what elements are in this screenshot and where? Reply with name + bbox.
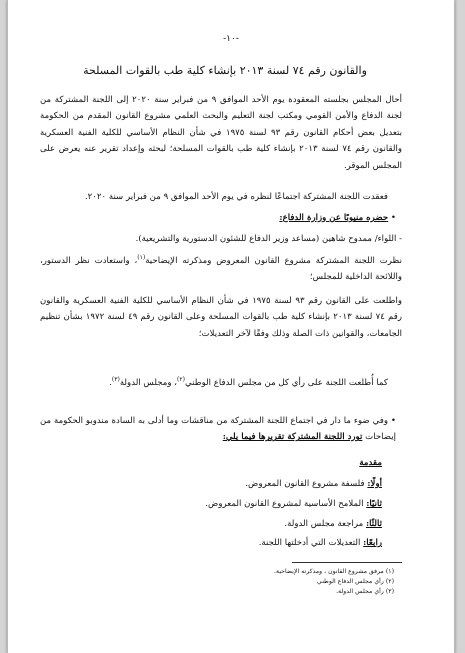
footnote-ref-3: (٣) bbox=[111, 376, 120, 383]
list-item bbox=[245, 479, 382, 489]
document-page bbox=[7, 0, 455, 653]
attendee-text: - اللواء/ ممدوح شاهين (مساعد وزير الدفاع للشئون الدستورية والتشريعية). bbox=[135, 234, 402, 244]
list-text: فلسفة مشروع القانون المعروض. bbox=[245, 479, 368, 489]
bullet-attendance bbox=[40, 210, 396, 226]
opinions-text-cont: ، ومجلس الدولة bbox=[119, 377, 178, 388]
footnote: (٣) رأي مجلس الدولة. bbox=[336, 588, 394, 595]
list-label: ثانيًا: bbox=[366, 499, 382, 509]
footnote: (٢) رأي مجلس الدفاع الوطني bbox=[317, 578, 394, 585]
paragraph-discussion bbox=[40, 413, 396, 446]
bullet-marker-2: • bbox=[388, 416, 396, 426]
paragraph-referral-text: أحال المجلس بجلسته المعقودة يوم الأحد الموافق ٩ من فبراير سنة ٢٠٢٠ إلى اللجنة المشتركة من لجنة الدفاع والأمن القومي ومكتب لجنة التعليم والبحث العلمي مشروع القانون المقدم من الحكومة بتعديل بعض أحكام القانون رقم ٩٣ لسنة ١٩٧٥ في شأن النظام الأساسي للكلية الفنية العسكرية والقانون رقم ٧٤ لسنة ٢٠١٣ بإنشاء كلية طب بالقوات المسلحة؛ لبحثه وإعداد تقرير عنه يعرض على المجلس الموقر. bbox=[40, 95, 403, 171]
attendee-line bbox=[40, 231, 402, 247]
page-number: -١٠- bbox=[223, 34, 239, 44]
paragraph-referral bbox=[40, 92, 402, 174]
list-text: مراجعة مجلس الدولة. bbox=[284, 519, 366, 529]
paragraph-review bbox=[40, 250, 402, 286]
footnote-separator bbox=[292, 562, 402, 563]
document-title: والقانون رقم ٧٤ لسنة ٢٠١٣ بإنشاء كلية طب بالقوات المسلحة bbox=[83, 64, 367, 77]
list-text: التعديلات التي أدخلتها اللجنة. bbox=[258, 538, 364, 548]
paragraph-review-text-cont: ، واستعادت نظر الدستور، واللائحة الداخلية للمجلس؛ bbox=[40, 255, 402, 283]
attendance-heading: حضره منيوبًا عن وزارة الدفاع: bbox=[279, 213, 389, 223]
footnote-ref-1: (١) bbox=[137, 254, 146, 261]
paragraph-laws-text: واطلعت على القانون رقم ٩٣ لسنة ١٩٧٥ في شأن النظام الأساسي للكلية الفنية العسكرية والقانون رقم ٧٤ لسنة ٢٠١٣ بإنشاء كلية طب بالقوات المسلحة وعلى القانون رقم ٤٩ لسنة ١٩٧٢ بشأن تنظيم الجامعات، والقوانين ذات الصلة وذلك وفقًا لآخر التعديلات؛ bbox=[40, 296, 402, 339]
paragraph-meeting bbox=[40, 189, 388, 205]
discussion-report-phrase: تورد اللجنة المشتركة تقريرها فيما يلي: bbox=[222, 432, 363, 443]
paragraph-laws bbox=[40, 293, 402, 342]
list-item bbox=[205, 499, 382, 509]
list-text: الملامح الأساسية لمشروع القانون المعروض. bbox=[205, 499, 367, 509]
list-item bbox=[284, 519, 382, 529]
intro-heading: مقدمة bbox=[359, 458, 382, 468]
list-label: رابعًا: bbox=[363, 538, 382, 548]
paragraph-review-text: نظرت اللجنة المشتركة مشروع القانون المعروض ومذكرته الإيضاحية bbox=[145, 255, 402, 266]
paragraph-opinions bbox=[40, 372, 388, 391]
bullet-marker: • bbox=[388, 213, 396, 223]
footnote: (١) مرفق مشروع القانون ، ومذكرته الإيضاحية. bbox=[274, 568, 394, 575]
paragraph-meeting-text: فعقدت اللجنة المشتركة اجتماعًا لنظره في يوم الأحد الموافق ٩ من فبراير سنة ٢٠٢٠. bbox=[84, 192, 388, 202]
footnote-ref-2: (٢) bbox=[177, 376, 185, 383]
list-label: ثالثًا: bbox=[365, 519, 382, 529]
opinions-text: كما أُطلعت اللجنة على رأي كل من مجلس الدفاع الوطني bbox=[184, 377, 388, 388]
discussion-text: وفي ضوء ما دار في اجتماع اللجنة المشتركة من مناقشات وما أدلى به السادة مندوبو الحكومة من إيضاحات bbox=[40, 416, 396, 443]
list-label: أولًا: bbox=[367, 479, 382, 489]
list-item bbox=[259, 538, 382, 548]
opinions-period: . bbox=[109, 377, 112, 388]
